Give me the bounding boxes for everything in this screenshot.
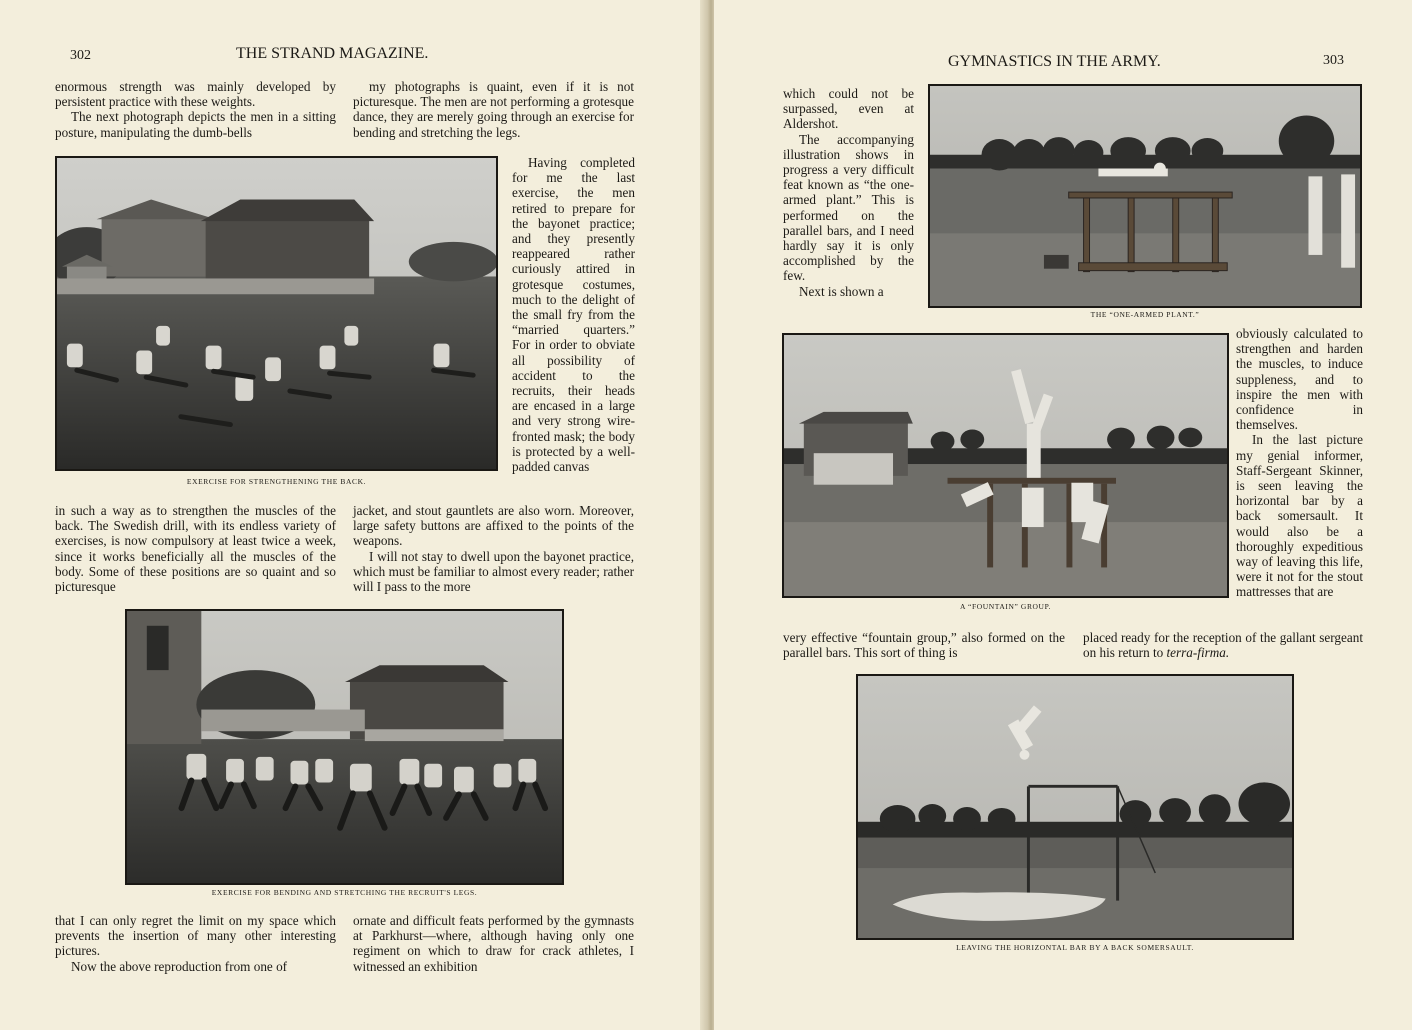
photo-one-armed-plant: [928, 84, 1362, 308]
paragraph: I will not stay to dwell upon the bayonet practice, which must be familiar to almost every reader; rather will I pass to the more: [353, 548, 634, 595]
right-col-d: [1083, 630, 1363, 660]
paragraph: enormous strength was mainly developed by persistent practice with these weights.: [55, 79, 336, 110]
photo-back-somersault: [856, 674, 1294, 940]
left-col1-bottom: [55, 913, 336, 974]
paragraph: Next is shown a: [799, 283, 884, 299]
caption-bending-stretching: EXERCISE FOR BENDING AND STRETCHING THE RECRUIT'S LEGS.: [211, 888, 478, 897]
left-col2-bottom: ornate and difficult feats performed by the gymnasts at Parkhurst—where, although having only one regiment on which to draw for crack athletes, I witnessed an exhibition: [353, 913, 634, 974]
left-col1-mid: in such a way as to strengthen the muscles of the back. The Swedish drill, with its endless variety of exercises, is now compulsory at least twice a week, since it works beneficially all the muscles of the body. Some of these positions are so quaint and so picturesque: [55, 503, 336, 595]
right-col-b: [1236, 326, 1363, 600]
paragraph: which could not be surpassed, even at Aldershot.: [783, 86, 914, 132]
left-col1-top: [55, 79, 336, 140]
right-col-a: [783, 86, 914, 299]
right-page-number: 303: [1323, 53, 1344, 68]
left-running-title: THE STRAND MAGAZINE.: [236, 45, 429, 62]
caption-fountain-group: A “FOUNTAIN” GROUP.: [959, 602, 1051, 611]
right-page: [714, 0, 1412, 1030]
photo-bending-stretching: [125, 609, 564, 885]
paragraph: The next photograph depicts the men in a sitting posture, manipulating the dumb-bells: [55, 109, 336, 140]
left-col2-mid: [353, 503, 634, 594]
caption-one-armed-plant: THE “ONE-ARMED PLANT.”: [1090, 310, 1200, 319]
right-running-title: GYMNASTICS IN THE ARMY.: [948, 53, 1161, 70]
text-run: placed ready for the reception of the gallant sergeant on his return to: [1083, 630, 1363, 661]
photo-strengthening-back: [55, 156, 498, 471]
paragraph: In the last picture my genial informer, Staff-Sergeant Skinner, is seen leaving the horizontal bar by a back somersault. It would also be a thoroughly expeditious way of leaving this life, were it not for the stout mattresses that are: [1236, 432, 1363, 600]
caption-strengthening-back: EXERCISE FOR STRENGTHENING THE BACK.: [186, 477, 367, 486]
paragraph: obviously calculated to strengthen and harden the muscles, to induce suppleness, and to inspire the men with confidence in themselves.: [1236, 326, 1363, 433]
paragraph: jacket, and stout gauntlets are also worn. Moreover, large safety buttons are affixed to the points of the weapons.: [353, 503, 634, 549]
left-col2-top: my photographs is quaint, even if it is not picturesque. The men are not performing a grotesque dance, they are merely going through an exercise for bending and stretching the legs.: [353, 79, 634, 140]
caption-back-somersault: LEAVING THE HORIZONTAL BAR BY A BACK SOMERSAULT.: [956, 943, 1194, 952]
right-col-c: very effective “fountain group,” also formed on the parallel bars. This sort of thing is: [783, 630, 1065, 661]
photo-fountain-group: [782, 333, 1229, 598]
left-page-number: 302: [70, 48, 91, 63]
paragraph: Now the above reproduction from one of: [71, 958, 288, 974]
italic-phrase: terra-firma.: [1166, 645, 1230, 661]
paragraph: The accompanying illustration shows in progress a very difficult feat known as “the one-armed plant.” This is performed on the parallel bars, and I need hardly say it is only accomplished by the few.: [783, 131, 914, 284]
left-col2-side: Having completed for me the last exercise, the men retired to prepare for the bayonet practice; and they presently reappeared rather curiously attired in grotesque costumes, much to the delight of the small fry from the “married quarters.” For in order to obviate all possibility of accident to the recruits, their heads are encased in a large and very strong wire-fronted mask; the body is protected by a well-padded canvas: [512, 155, 635, 475]
paragraph: that I can only regret the limit on my space which prevents the insertion of many other interesting pictures.: [55, 913, 336, 959]
